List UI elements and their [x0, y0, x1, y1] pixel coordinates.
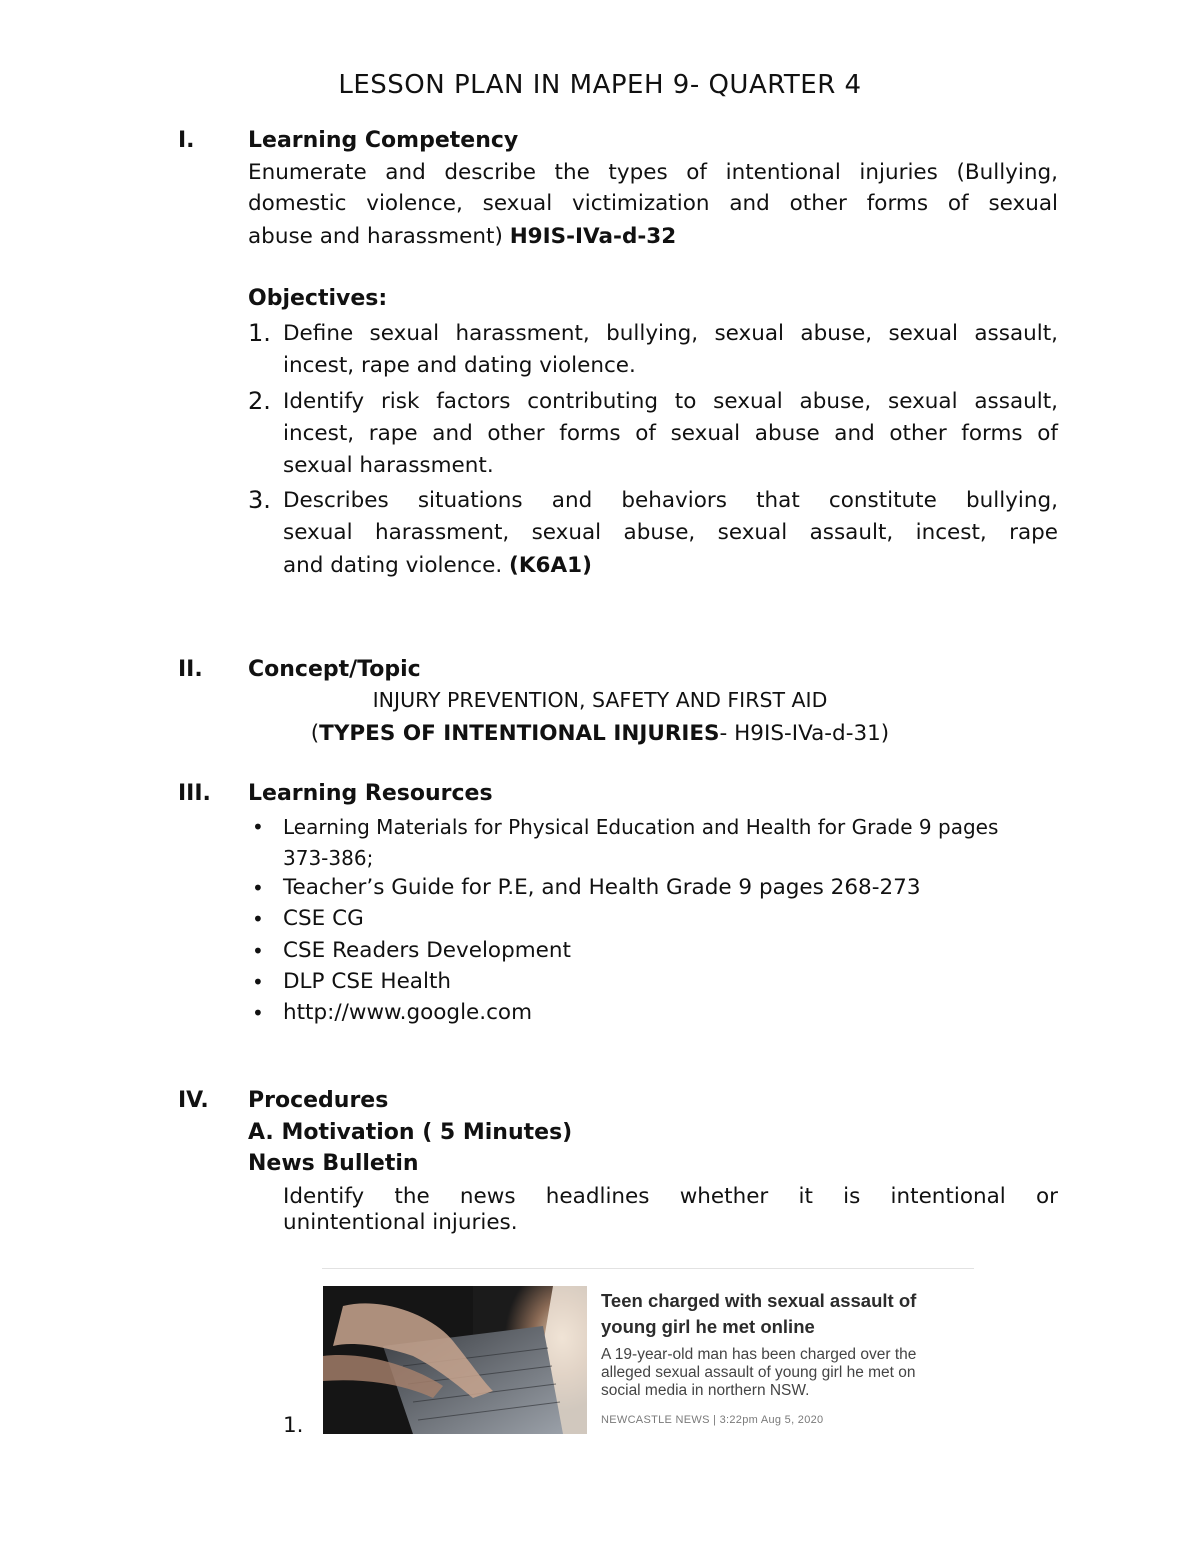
- section-1-numeral: I.: [178, 128, 195, 153]
- competency-line: domestic violence, sexual victimization and other forms of sexual: [248, 191, 1058, 216]
- summary-line: alleged sexual assault of young girl he met on: [601, 1364, 916, 1381]
- competency-line: [248, 224, 1058, 249]
- topic-subtitle: [0, 721, 1200, 746]
- resource-link[interactable]: http://www.google.com: [283, 1000, 533, 1025]
- objective-number: 3.: [248, 486, 271, 514]
- instruction-line: Identify the news headlines whether it is intentional or: [283, 1184, 1058, 1209]
- resource-item: CSE Readers Development: [283, 938, 571, 963]
- objective-line: sexual harassment, sexual abuse, sexual assault, incest, rape: [283, 520, 1058, 545]
- bullet-icon: •: [252, 1001, 264, 1025]
- instruction-line: unintentional injuries.: [283, 1210, 518, 1235]
- objective-text: and dating violence.: [283, 553, 503, 578]
- bullet-icon: •: [252, 939, 264, 963]
- bullet-icon: •: [252, 876, 264, 900]
- objectives-heading: Objectives:: [248, 286, 388, 311]
- headline-line: young girl he met online: [601, 1316, 815, 1337]
- headline-line: Teen charged with sexual assault of: [601, 1290, 917, 1311]
- page-title: LESSON PLAN IN MAPEH 9- QUARTER 4: [338, 70, 862, 100]
- objective-line: sexual harassment.: [283, 453, 494, 478]
- competency-line: Enumerate and describe the types of intentional injuries (Bullying,: [248, 160, 1058, 185]
- objective-number: 2.: [248, 387, 271, 415]
- paren: (: [310, 721, 320, 746]
- competency-code: H9IS-IVa-d-32: [509, 224, 677, 249]
- activity-heading: News Bulletin: [248, 1151, 419, 1176]
- news-item-number: 1.: [283, 1413, 304, 1438]
- objective-code: (K6A1): [509, 553, 592, 578]
- objective-number: 1.: [248, 319, 271, 347]
- resource-item: 373-386;: [283, 846, 374, 870]
- section-1-heading: Learning Competency: [248, 128, 519, 153]
- topic-subtitle-bold: TYPES OF INTENTIONAL INJURIES: [319, 721, 720, 746]
- topic-title: INJURY PREVENTION, SAFETY AND FIRST AID: [372, 688, 828, 712]
- topic-subtitle-code: - H9IS-IVa-d-31): [719, 721, 890, 746]
- objective-line: incest, rape and dating violence.: [283, 353, 636, 378]
- objective-line: Identify risk factors contributing to sexual abuse, sexual assault,: [283, 389, 1058, 414]
- objective-line: Describes situations and behaviors that constitute bullying,: [283, 488, 1058, 513]
- divider: [322, 1268, 974, 1269]
- section-2-numeral: II.: [178, 657, 203, 682]
- bullet-icon: •: [252, 970, 264, 994]
- section-3-numeral: III.: [178, 781, 211, 806]
- section-4-heading: Procedures: [248, 1088, 389, 1113]
- motivation-heading: A. Motivation ( 5 Minutes): [248, 1120, 573, 1145]
- objective-line: [283, 553, 1058, 578]
- section-2-heading: Concept/Topic: [248, 657, 421, 682]
- objective-line: incest, rape and other forms of sexual abuse and other forms of: [283, 421, 1058, 446]
- competency-text: abuse and harassment): [248, 224, 503, 249]
- summary-line: social media in northern NSW.: [601, 1382, 810, 1399]
- resource-item: DLP CSE Health: [283, 969, 452, 994]
- summary-line: A 19-year-old man has been charged over the: [601, 1346, 917, 1363]
- news-source: NEWCASTLE NEWS | 3:22pm Aug 5, 2020: [601, 1414, 824, 1426]
- laptop-typing-photo: [323, 1286, 587, 1434]
- news-headline[interactable]: [601, 1288, 916, 1340]
- bullet-icon: •: [252, 815, 264, 839]
- resource-item: Learning Materials for Physical Education and Health for Grade 9 pages: [283, 815, 999, 839]
- section-3-heading: Learning Resources: [248, 781, 493, 806]
- section-4-numeral: IV.: [178, 1088, 209, 1113]
- bullet-icon: •: [252, 907, 264, 931]
- news-summary: [601, 1346, 916, 1400]
- resource-item: Teacher’s Guide for P.E, and Health Grade 9 pages 268-273: [283, 875, 921, 900]
- resource-item: CSE CG: [283, 906, 364, 931]
- objective-line: Define sexual harassment, bullying, sexual abuse, sexual assault,: [283, 321, 1058, 346]
